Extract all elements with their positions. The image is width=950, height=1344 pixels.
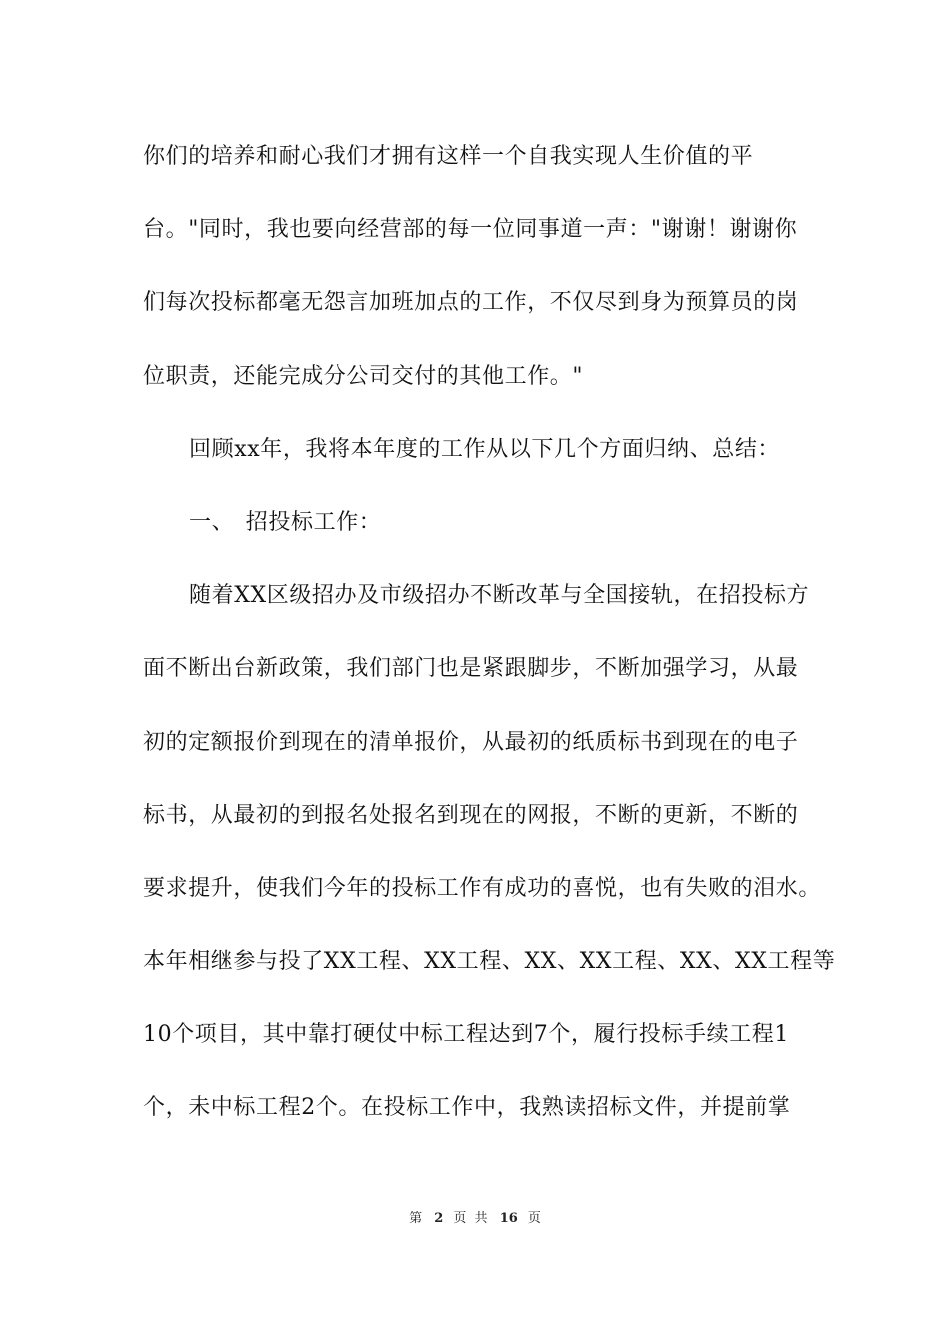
text-line: 10个项目，其中靠打硬仗中标工程达到7个，履行投标手续工程1 [143, 1022, 789, 1048]
paragraph-line: 回顾xx年，我将本年度的工作从以下几个方面归纳、总结： [189, 436, 781, 462]
current-page-number: 2 [434, 1211, 444, 1226]
text-line: 标书，从最初的到报名处报名到现在的网报，不断的更新，不断的 [143, 802, 799, 828]
footer-prefix: 第 [409, 1211, 425, 1226]
footer-middle: 页 共 [453, 1211, 490, 1226]
footer-suffix: 页 [527, 1211, 543, 1226]
text-line: 个，未中标工程2个。在投标工作中，我熟读招标文件，并提前掌 [143, 1095, 791, 1121]
page-footer [0, 1207, 950, 1226]
text-line: 要求提升，使我们今年的投标工作有成功的喜悦，也有失败的泪水。 [143, 875, 822, 901]
text-line: 初的定额报价到现在的清单报价，从最初的纸质标书到现在的电子 [143, 729, 799, 755]
text-line: 们每次投标都毫无怨言加班加点的工作，不仅尽到身为预算员的岗 [143, 290, 799, 316]
paragraph-line: 随着XX区级招办及市级招办不断改革与全国接轨，在招投标方 [189, 583, 810, 609]
text-line: 本年相继参与投了XX工程、XX工程、XX、XX工程、XX、XX工程等 [143, 949, 836, 975]
page-number-indicator [409, 1207, 543, 1226]
document-body [143, 134, 836, 1159]
text-line: 位职责，还能完成分公司交付的其他工作。" [143, 363, 584, 389]
text-line: 台。"同时，我也要向经营部的每一位同事道一声："谢谢！谢谢你 [143, 217, 798, 243]
section-heading: 一、 招投标工作： [189, 509, 382, 535]
text-line: 你们的培养和耐心我们才拥有这样一个自我实现人生价值的平 [143, 144, 754, 169]
text-line: 面不断出台新政策，我们部门也是紧跟脚步，不断加强学习，从最 [143, 656, 799, 682]
total-page-count: 16 [499, 1211, 518, 1226]
